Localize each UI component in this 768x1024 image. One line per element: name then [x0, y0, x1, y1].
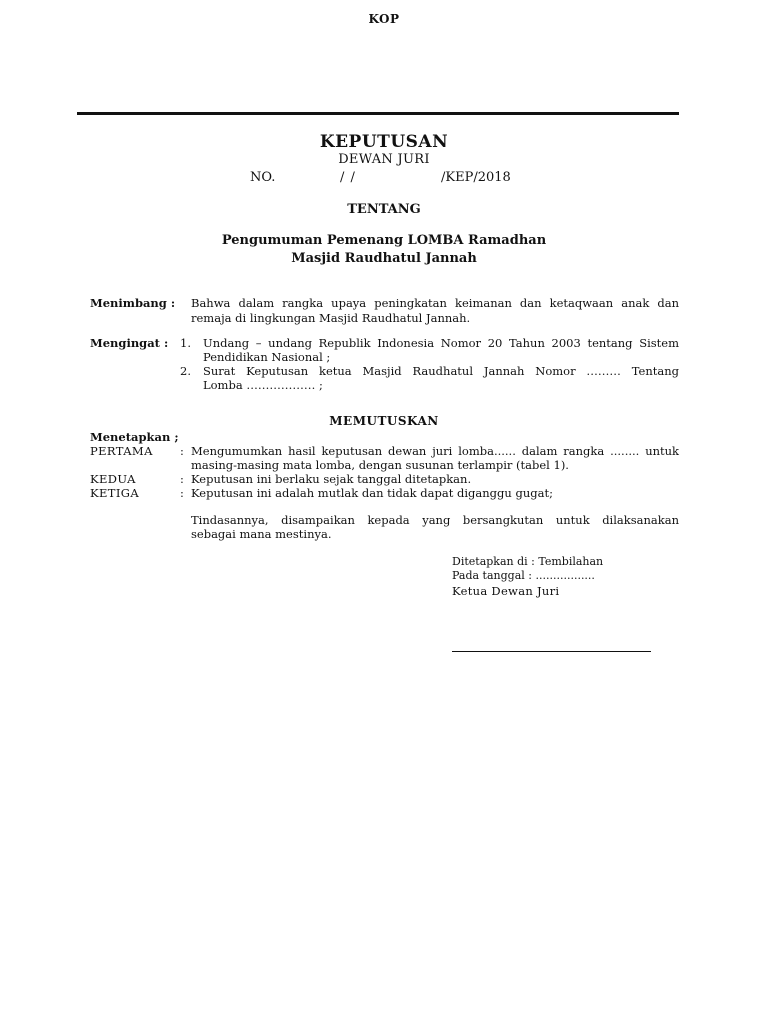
signature-role: Ketua Dewan Juri: [452, 584, 560, 598]
signature-date: Pada tanggal : .................: [452, 569, 595, 582]
number-code: /KEP/2018: [441, 170, 511, 185]
ketiga-label: KETIGA: [90, 486, 140, 500]
kedua-colon: :: [180, 472, 184, 486]
menimbang-line-1: Bahwa dalam rangka upaya peningkatan keimanan dan ketaqwaan anak dan: [191, 296, 679, 310]
mengingat-item-2-line-1: Surat Keputusan ketua Masjid Raudhatul Jannah Nomor ……… Tentang: [203, 364, 679, 378]
pertama-line-1: Mengumumkan hasil keputusan dewan juri lomba...... dalam rangka ........ untuk: [191, 444, 679, 458]
kedua-label: KEDUA: [90, 472, 136, 486]
document-subtitle: DEWAN JURI: [338, 152, 430, 167]
number-slashes: / /: [340, 170, 356, 185]
about-line-2: Masjid Raudhatul Jannah: [291, 251, 477, 266]
document-title: KEPUTUSAN: [319, 132, 449, 152]
signature-place: Ditetapkan di : Tembilahan: [452, 555, 604, 568]
menetapkan-label: Menetapkan ;: [90, 430, 179, 444]
pertama-label: PERTAMA: [90, 444, 153, 458]
pertama-line-2: masing-masing mata lomba, dengan susunan terlampir (tabel 1).: [191, 458, 569, 472]
ketiga-text: Keputusan ini adalah mutlak dan tidak dapat diganggu gugat;: [191, 486, 553, 500]
mengingat-item-2-number: 2.: [180, 364, 191, 378]
number-label: NO.: [250, 170, 276, 185]
document-number: [0, 170, 768, 186]
closing-line-1: Tindasannya, disampaikan kepada yang bersangkutan untuk dilaksanakan: [191, 513, 679, 527]
memutuskan-heading: MEMUTUSKAN: [329, 414, 439, 428]
mengingat-item-1-line-1: Undang – undang Republik Indonesia Nomor 20 Tahun 2003 tentang Sistem: [203, 336, 679, 350]
mengingat-item-1-number: 1.: [180, 336, 191, 350]
menimbang-label: Menimbang :: [90, 296, 176, 310]
signature-line: [452, 651, 651, 652]
tentang-heading: TENTANG: [347, 202, 421, 217]
pertama-colon: :: [180, 444, 184, 458]
kop-label: KOP: [368, 12, 400, 26]
kedua-text: Keputusan ini berlaku sejak tanggal ditetapkan.: [191, 472, 472, 486]
mengingat-item-2-line-2: Lomba ……………… ;: [203, 378, 323, 392]
header-divider: [77, 112, 679, 115]
ketiga-colon: :: [180, 486, 184, 500]
mengingat-item-1-line-2: Pendidikan Nasional ;: [203, 350, 331, 364]
about-line-1: Pengumuman Pemenang LOMBA Ramadhan: [221, 233, 547, 248]
menimbang-line-2: remaja di lingkungan Masjid Raudhatul Jannah.: [191, 311, 471, 325]
closing-line-2: sebagai mana mestinya.: [191, 527, 332, 541]
mengingat-label: Mengingat :: [90, 336, 169, 350]
